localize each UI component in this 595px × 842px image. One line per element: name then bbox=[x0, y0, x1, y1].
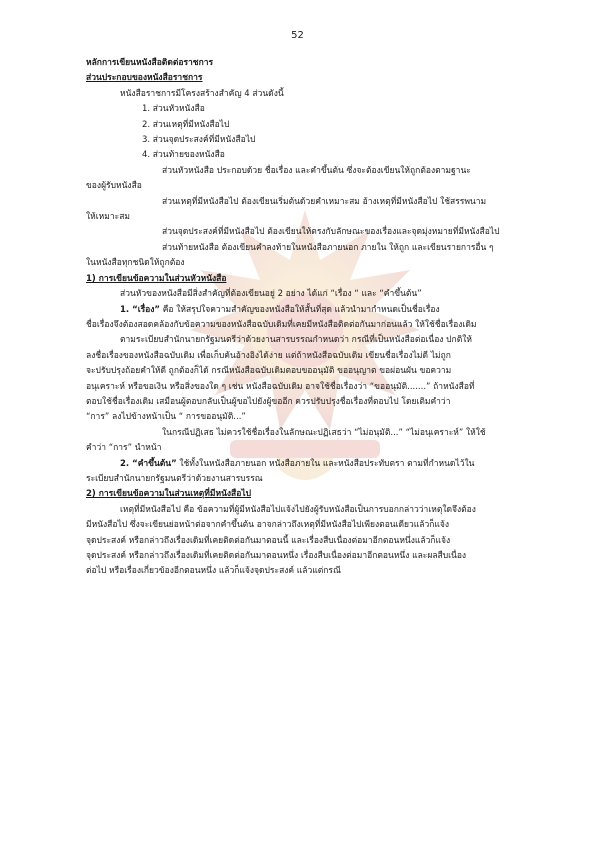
desc-reason-line: ให้เหมาะสม bbox=[86, 212, 130, 223]
section-1-heading-text: 1) การเขียนข้อความในส่วนหัวหนังสือ bbox=[86, 273, 227, 284]
section-1-para-2-line: ตอบใช้ชื่อเรื่องเดิม เสมือนผู้ตอบกลับเป็นผู้ขอไปยังผู้ขออีก ควรปรับปรุงชื่อเรื่องที่ตอบไป โดยเติมคำว่า bbox=[86, 396, 451, 407]
section-1-para-4-cont: ระเบียบสำนักนายกรัฐมนตรีว่าด้วยงานสารบรรณ bbox=[86, 473, 263, 484]
document-body bbox=[86, 56, 511, 580]
section-1-para-4 bbox=[86, 457, 511, 472]
page-number: 52 bbox=[291, 30, 304, 41]
para-text: ใช้ทั้งในหนังสือภายนอก หนังสือภายใน และหนังสือประทับตรา ตามที่กำหนดไว้ใน bbox=[176, 458, 475, 469]
desc-end-line: ในหนังสือทุกชนิดให้ถูกต้อง bbox=[86, 258, 185, 269]
section-2-line: มีหนังสือไป ซึ่งจะเขียนย่อหน้าต่อจากคำขึ้นต้น อาจกล่าวถึงเหตุที่มีหนังสือไปเพียงตอนเดียวแล้วก็แจ้ง bbox=[86, 520, 450, 531]
section-2-line: เหตุที่มีหนังสือไป คือ ข้อความที่ผู้มีหนังสือไปแจ้งไปยังผู้รับหนังสือเป็นการบอกกล่าวว่าเหตุใดจึงต้อง bbox=[120, 504, 476, 515]
para-text: คือ ให้สรุปใจความสำคัญของหนังสือให้สั้นที่สุด แล้วนำมากำหนดเป็นชื่อเรื่อง bbox=[160, 304, 440, 315]
subject-label: 1. “เรื่อง” bbox=[120, 304, 161, 315]
list-item: 2. ส่วนเหตุที่มีหนังสือไป bbox=[142, 119, 230, 130]
section-1-para-1 bbox=[86, 303, 511, 318]
salutation-label: 2. “คำขึ้นต้น” bbox=[120, 458, 177, 469]
list-item: 3. ส่วนจุดประสงค์ที่มีหนังสือไป bbox=[142, 135, 256, 146]
section-2-line: จุดประสงค์ หรือกล่าวถึงเรื่องเดิมที่เคยติดต่อกันมาตอนหนึ่ง เรื่องสืบเนื่องต่อมาอีกตอนหนึ่ง และผลสืบเนื่อง bbox=[86, 551, 467, 561]
desc-purpose-line: ส่วนจุดประสงค์ที่มีหนังสือไป ต้องเขียนให้ตรงกับลักษณะของเรื่องและจุดมุ่งหมายที่มีหนังสือไป bbox=[162, 227, 500, 238]
section-2-heading bbox=[86, 487, 511, 502]
section-2-line: ต่อไป หรือเรื่องเกี่ยวข้องอีกตอนหนึ่ง แล้วก็แจ้งจุดประสงค์ แล้วแต่กรณี bbox=[86, 566, 341, 577]
desc-end-line: ส่วนท้ายหนังสือ ต้องเขียนคำลงท้ายในหนังสือภายนอก ภายใน ให้ถูก และเขียนรายการอื่น ๆ bbox=[162, 242, 494, 253]
parts-heading: ส่วนประกอบของหนังสือราชการ bbox=[86, 73, 203, 84]
section-1-para-2-line: ลงชื่อเรื่องของหนังสือฉบับเดิม เพื่อเก็บค้นอ้างอิงได้ง่าย แต่ถ้าหนังสือฉบับเดิม เขียนชื่อเรื่องไม่ดี ไม่ถูก bbox=[86, 350, 451, 361]
section-1-para-3-line: คำว่า “การ” นำหน้า bbox=[86, 443, 162, 454]
section-2-line: จุดประสงค์ หรือกล่าวถึงเรื่องเดิมที่เคยติดต่อกันมาตอนนี้ และเรื่องสืบเนื่องต่อมาอีกตอนหนึ่งแล้วก็แจ้ง bbox=[86, 535, 451, 546]
list-item: 1. ส่วนหัวหนังสือ bbox=[142, 104, 205, 115]
section-1-para-2-line: อนุเคราะห์ หรือขอเงิน หรือสิ่งของใด ๆ เช่น หนังสือฉบับเดิม อาจใช้ชื่อเรื่องว่า “ขออนุมัติ.......” ถ้าหนังสือที่ bbox=[86, 381, 475, 392]
section-1-para-1-cont: ชื่อเรื่องจึงต้องสอดคล้องกับข้อความของหนังสือฉบับเดิมที่เคยมีหนังสือติดต่อกันมาก่อนแล้ว ให้ใช้ชื่อเรื่องเดิม bbox=[86, 319, 477, 330]
section-1-heading bbox=[86, 272, 511, 287]
section-1-para-2-line: จะปรับปรุงถ้อยคำให้ดี ถูกต้องก็ได้ กรณีหนังสือฉบับเดิมตอบขออนุมัติ ขออนุญาต ขอผ่อนผัน ขอความ bbox=[86, 366, 452, 377]
section-2-heading-text: 2) การเขียนข้อความในส่วนเหตุที่มีหนังสือไป bbox=[86, 489, 251, 500]
list-item: 4. ส่วนท้ายของหนังสือ bbox=[142, 150, 225, 161]
section-1-para-3-line: ในกรณีปฏิเสธ ไม่ควรใช้ชื่อเรื่องในลักษณะปฏิเสธว่า “ไม่อนุมัติ...” “ไม่อนุเคราะห์” ให้ใช้ bbox=[162, 427, 486, 438]
desc-head-line: ของผู้รับหนังสือ bbox=[86, 181, 142, 192]
intro-text: หนังสือราชการมีโครงสร้างสำคัญ 4 ส่วนดังนี้ bbox=[120, 88, 284, 99]
section-1-intro: ส่วนหัวของหนังสือมีสิ่งสำคัญที่ต้องเขียนอยู่ 2 อย่าง ได้แก่ “เรื่อง “ และ “คำขึ้นต้น” bbox=[120, 289, 422, 300]
desc-head-line: ส่วนหัวหนังสือ ประกอบด้วย ชื่อเรื่อง และคำขึ้นต้น ซึ่งจะต้องเขียนให้ถูกต้องตามฐานะ bbox=[162, 165, 471, 176]
section-1-para-2-line: ตามระเบียบสำนักนายกรัฐมนตรีว่าด้วยงานสารบรรณกำหนดว่า กรณีที่เป็นหนังสือต่อเนื่อง ปกติให้ bbox=[120, 335, 472, 346]
main-heading: หลักการเขียนหนังสือติดต่อราชการ bbox=[86, 58, 214, 68]
section-1-para-2-line: “การ” ลงไปข้างหน้าเป็น “ การขออนุมัติ...” bbox=[86, 412, 246, 423]
desc-reason-line: ส่วนเหตุที่มีหนังสือไป ต้องเขียนเริ่มต้นด้วยคำเหมาะสม อ้างเหตุที่มีหนังสือไป ใช้สรรพนาม bbox=[162, 196, 487, 207]
